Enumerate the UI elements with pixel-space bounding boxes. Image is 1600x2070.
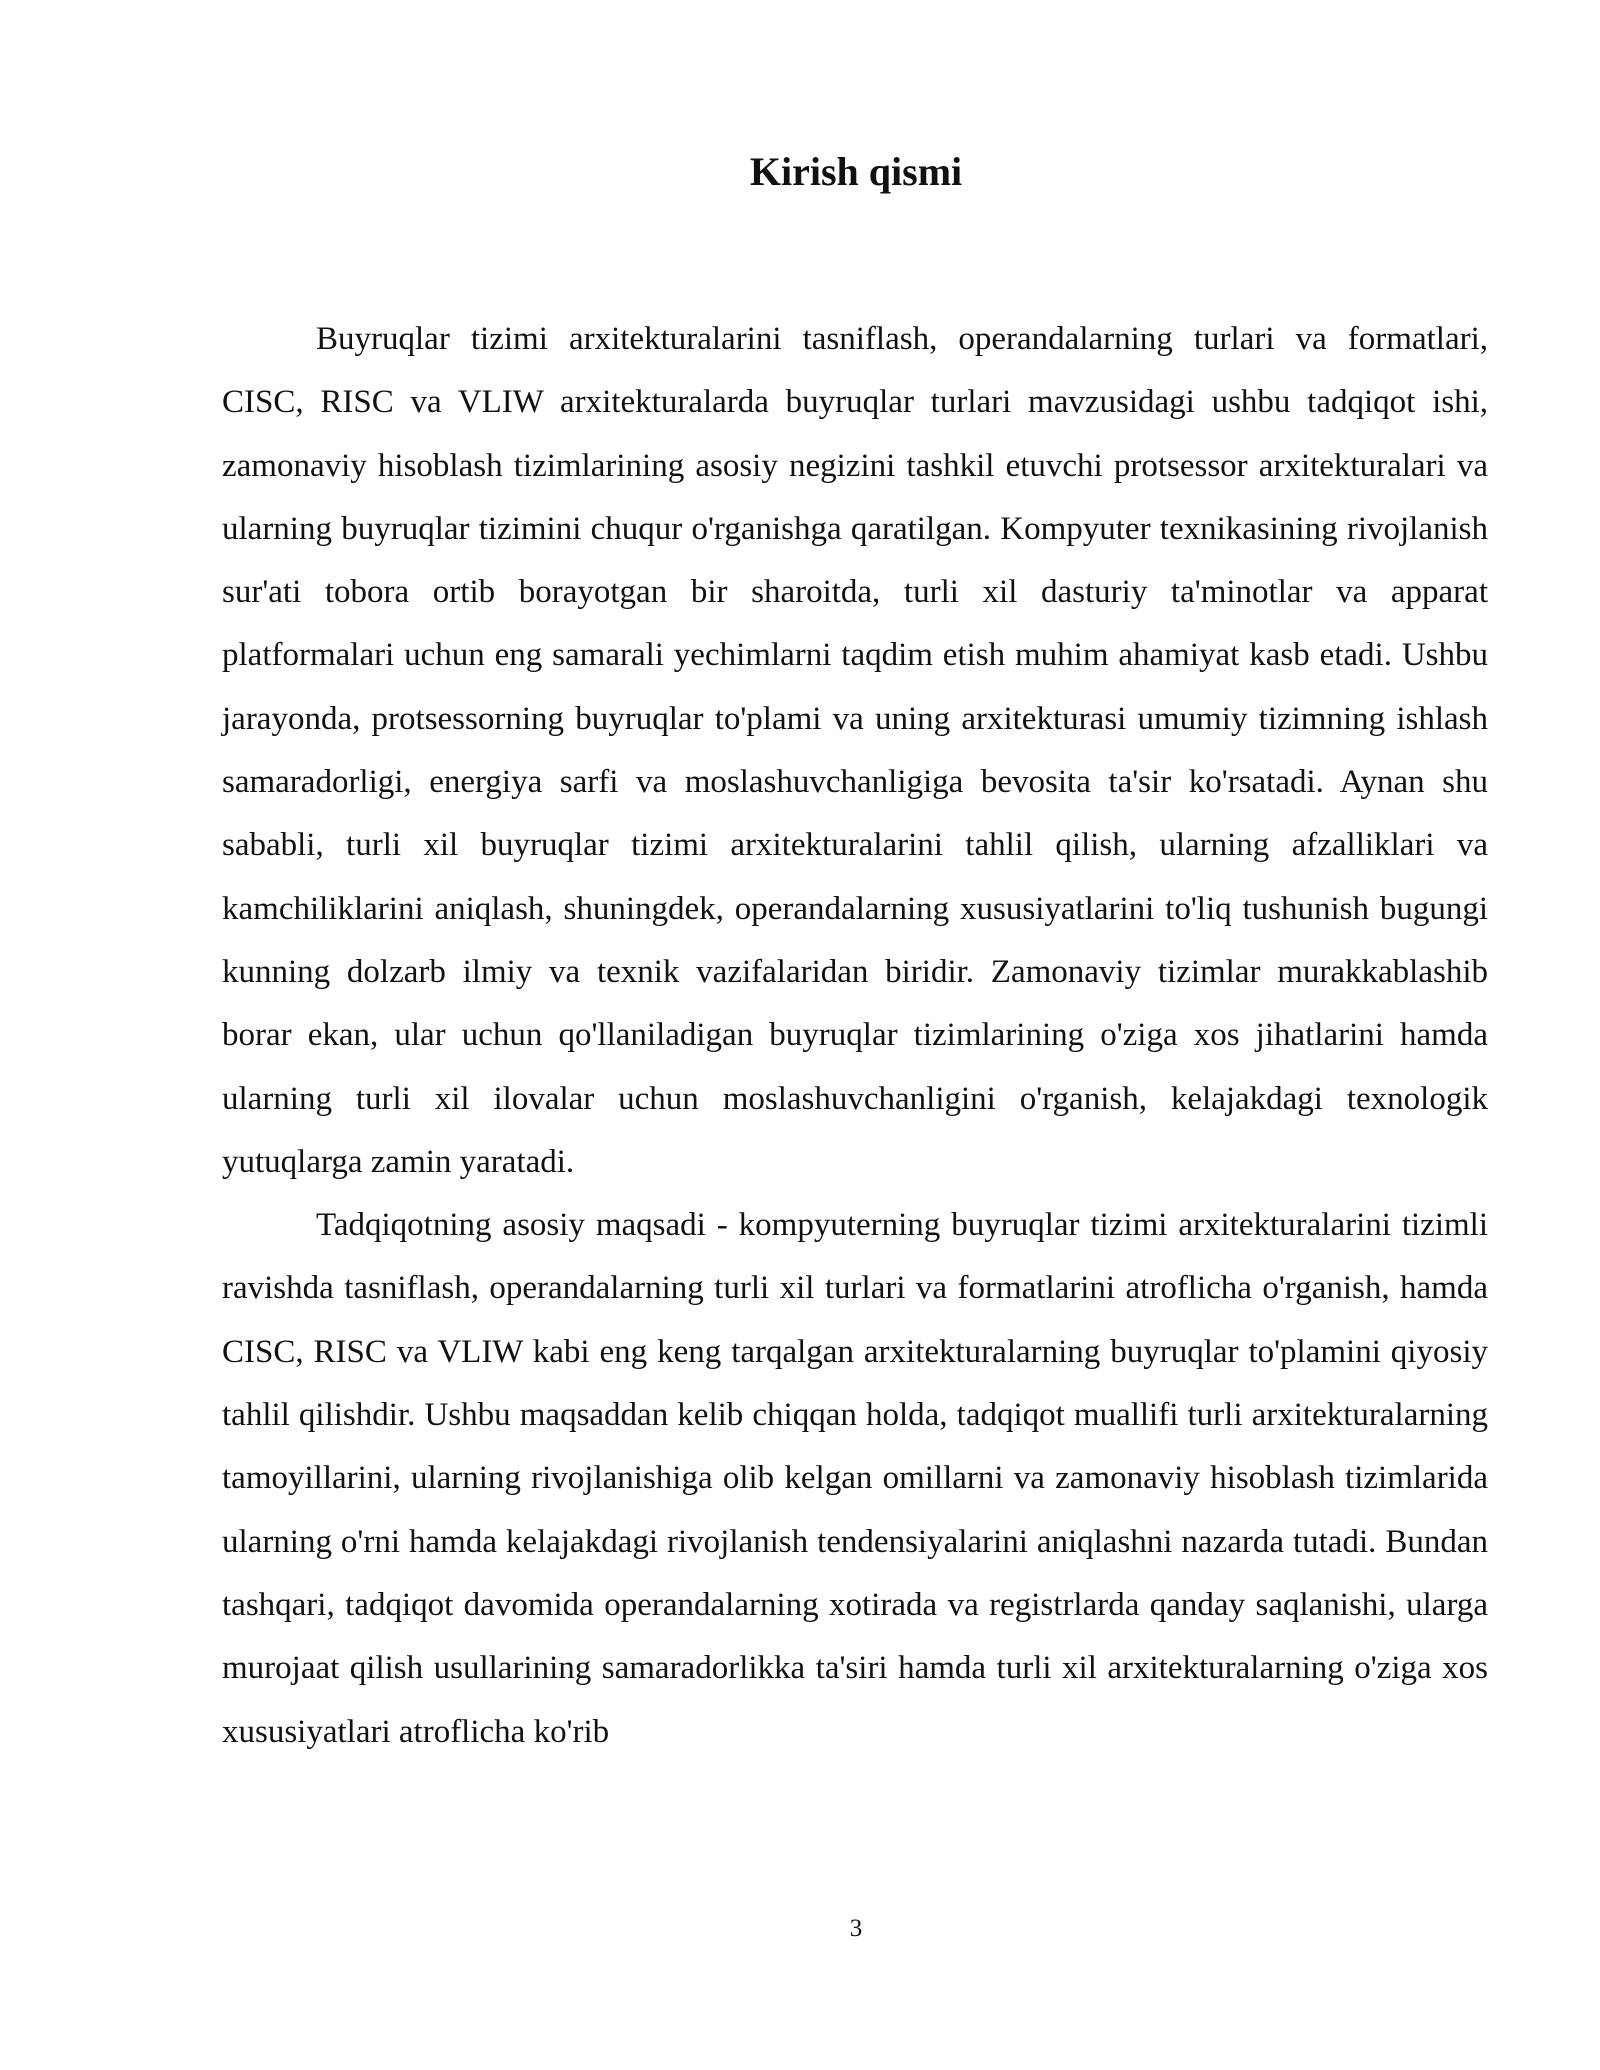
paragraph-introduction: Buyruqlar tizimi arxitekturalarini tasniflash, operandalarning turlari va formatlari, CISC, RISC va VLIW arxitekturalarda buyruqlar turlari mavzusidagi ushbu tadqiqot ishi, zamonaviy hisoblash tizimlarining asosiy negizini tashkil etuvchi protsessor arxitekturalari va ularning buyruqlar tizimini chuqur o'rganishga qaratilgan. Kompyuter texnikasining rivojlanish sur'ati tobora ortib borayotgan bir sharoitda, turli xil dasturiy ta'minotlar va apparat platformalari uchun eng samarali yechimlarni taqdim etish muhim ahamiyat kasb etadi. Ushbu jarayonda, protsessorning buyruqlar to'plami va uning arxitekturasi umumiy tizimning ishlash samaradorligi, energiya sarfi va moslashuvchanligiga bevosita ta'sir ko'rsatadi. Aynan shu sababli, turli xil buyruqlar tizimi arxitekturalarini tahlil qilish, ularning afzalliklari va kamchiliklarini aniqlash, shuningdek, operandalarning xususiyatlarini to'liq tushunish bugungi kunning dolzarb ilmiy va texnik vazifalaridan biridir. Zamonaviy tizimlar murakkablashib borar ekan, ular uchun qo'llaniladigan buyruqlar tizimlarining o'ziga xos jihatlarini hamda ularning turli xil ilovalar uchun moslashuvchanligini o'rganish, kelajakdagi texnologik yutuqlarga zamin yaratadi. [222, 321, 1488, 1180]
page-number: 3 [849, 1915, 863, 1942]
page-title: Kirish qismi [749, 149, 963, 194]
body-text [222, 308, 1488, 1764]
paragraph-research-goal: Tadqiqotning asosiy maqsadi - kompyuterning buyruqlar tizimi arxitekturalarini tizimli ravishda tasniflash, operandalarning turli xil turlari va formatlarini atroflicha o'rganish, hamda CISC, RISC va VLIW kabi eng keng tarqalgan arxitekturalarning buyruqlar to'plamini qiyosiy tahlil qilishdir. Ushbu maqsaddan kelib chiqqan holda, tadqiqot muallifi turli arxitekturalarning tamoyillarini, ularning rivojlanishiga olib kelgan omillarni va zamonaviy hisoblash tizimlarida ularning o'rni hamda kelajakdagi rivojlanish tendensiyalarini aniqlashni nazarda tutadi. Bundan tashqari, tadqiqot davomida operandalarning xotirada va registrlarda qanday saqlanishi, ularga murojaat qilish usullarining samaradorlikka ta'siri hamda turli xil arxitekturalarning o'ziga xos xususiyatlari atroflicha ko'rib [222, 1207, 1488, 1750]
